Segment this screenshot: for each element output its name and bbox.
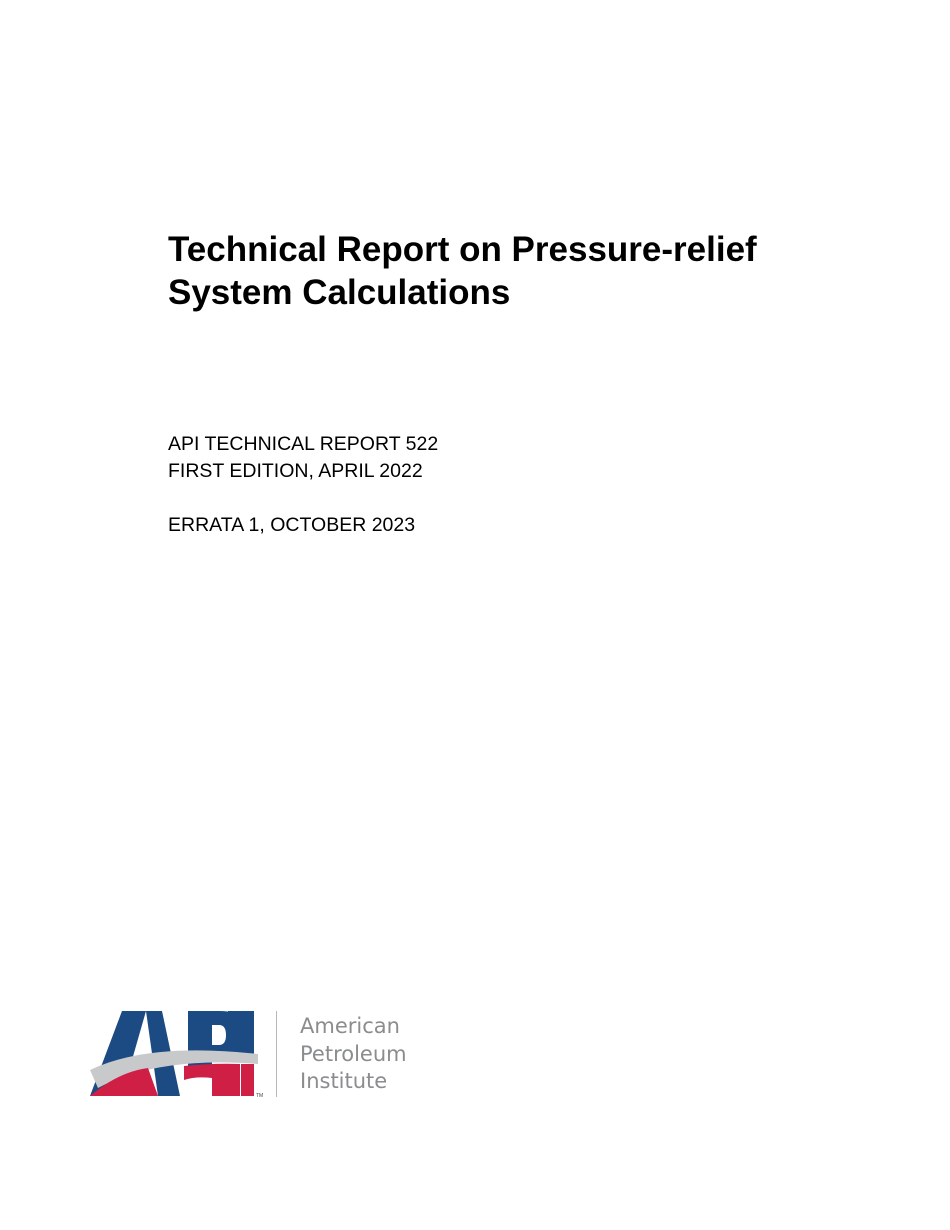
title-line-2: System Calculations: [168, 273, 511, 312]
errata-block: [168, 512, 415, 539]
logo-name-line-3: Institute: [300, 1069, 388, 1093]
document-designation-block: [168, 431, 438, 485]
logo-divider: [276, 1011, 277, 1097]
logo-name-line-1: American: [300, 1014, 400, 1038]
api-logo: [88, 1008, 428, 1100]
report-designation: API TECHNICAL REPORT 522: [168, 433, 439, 455]
errata-info: ERRATA 1, OCTOBER 2023: [168, 514, 416, 536]
logo-name-line-2: Petroleum: [300, 1041, 407, 1066]
title-line-1: Technical Report on Pressure-relief: [168, 230, 757, 269]
document-title: [168, 228, 868, 314]
logo-organization-name: [300, 1013, 407, 1096]
edition-info: FIRST EDITION, APRIL 2022: [168, 460, 423, 482]
api-logo-mark-icon: [88, 1008, 273, 1100]
trademark-mark: TM: [256, 1093, 264, 1099]
